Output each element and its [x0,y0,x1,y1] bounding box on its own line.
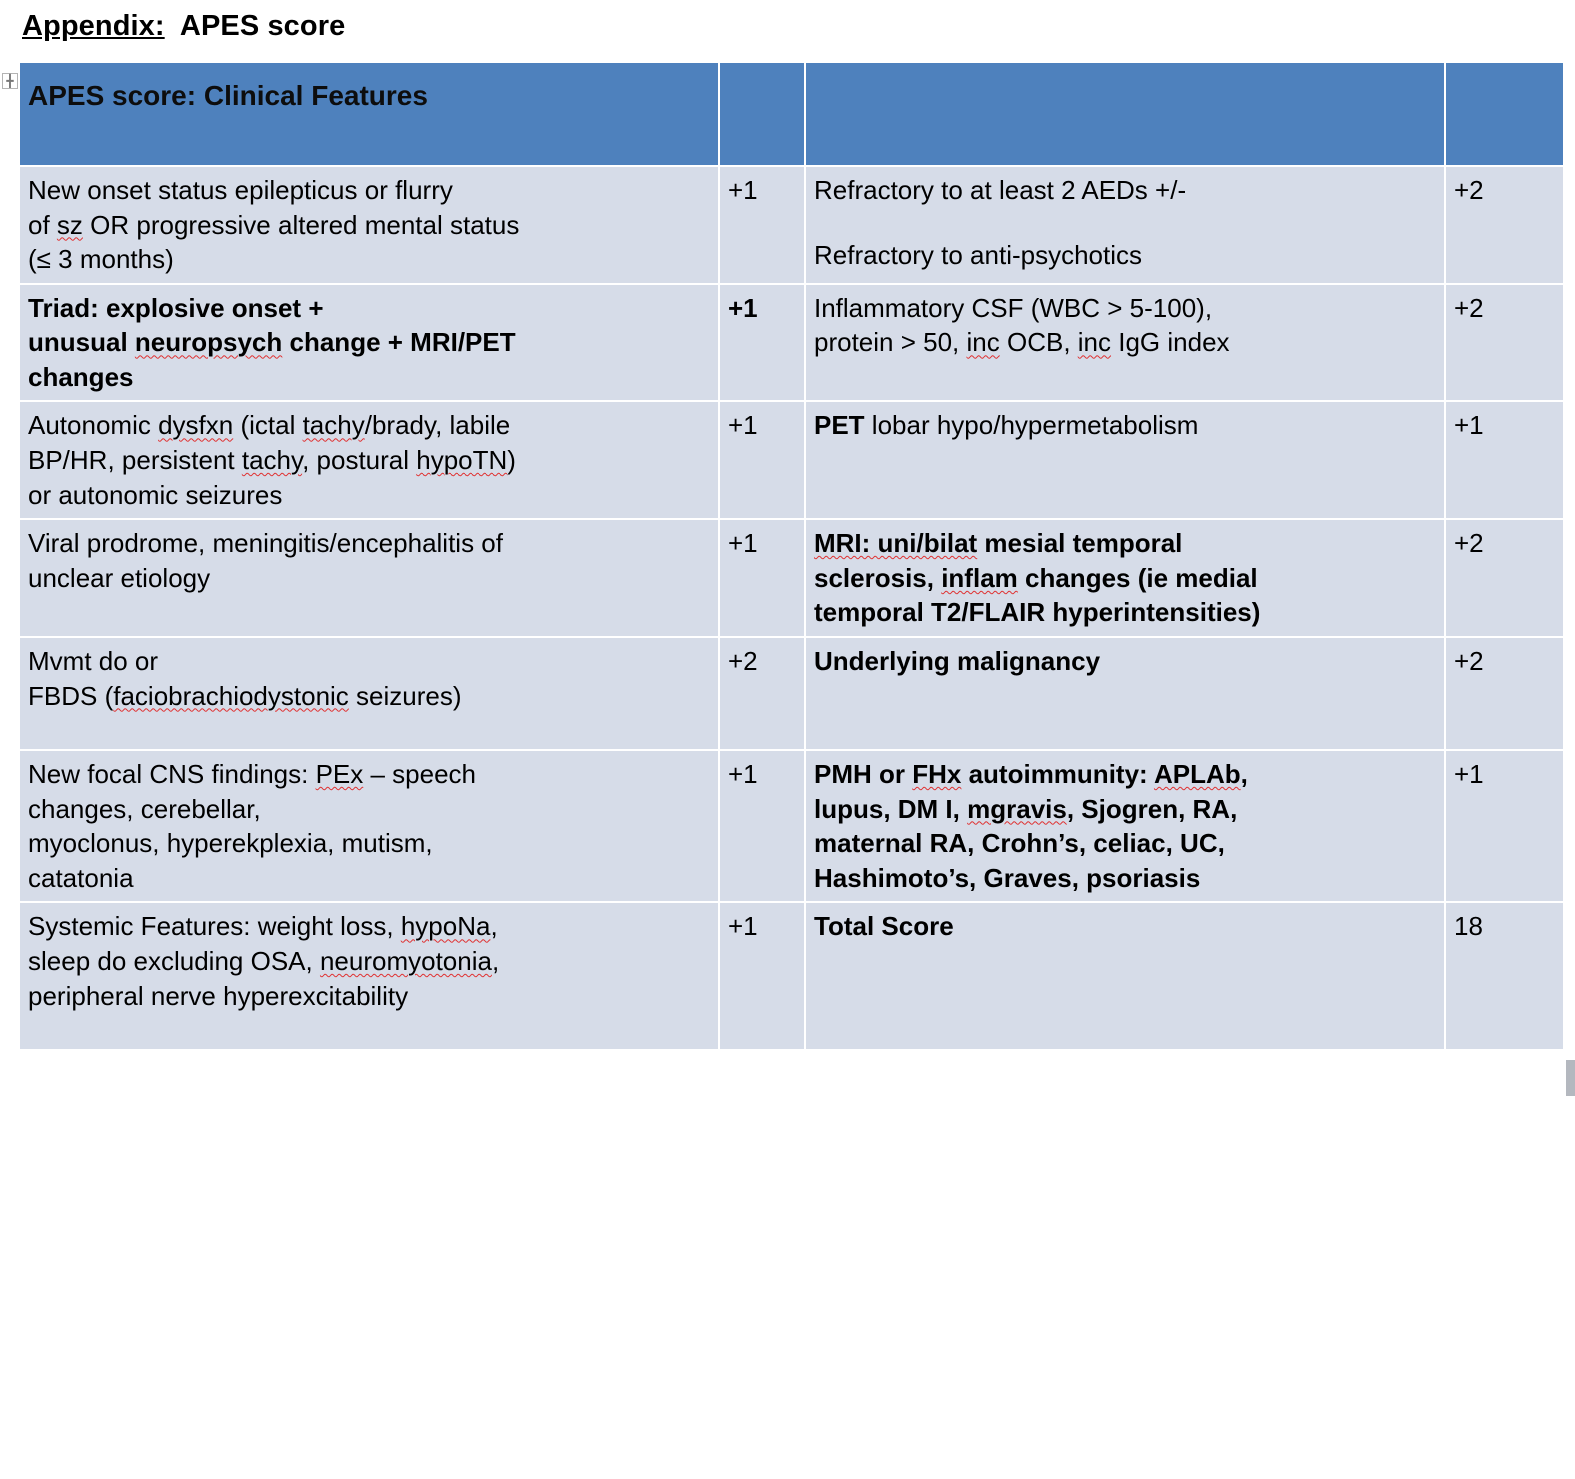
row5-left-line2a: FBDS ( [28,680,114,711]
row7-left-line1a: Systemic Features: weight loss, [28,911,401,942]
table-row [19,637,1564,750]
row7-left-line1c: , [490,911,498,942]
row5-left-points: +2 [719,637,805,750]
row3-left-line1e: /brady, labile [364,410,511,441]
row2-left-line2c: change + MRI/PET [282,327,516,358]
row1-left-points: +1 [719,166,805,284]
row7-left-line2b: neuromyotonia [319,945,492,976]
row2-right-line2e: IgG index [1111,327,1230,358]
row2-right-line2d: inc [1077,327,1112,358]
row2-right-line1: Inflammatory CSF (WBC > 5-100), [814,292,1213,323]
row3-right-line1b: lobar hypo/hypermetabolism [864,410,1199,441]
row7-total-score: 18 [1445,902,1564,1050]
row2-right-points: +2 [1445,284,1564,402]
row6-left-feature [19,750,719,902]
table-header-row [19,62,1564,166]
row6-right-line2b: mgravis [967,793,1067,824]
row1-right-spacer [814,208,1438,238]
row1-left-line2a: of [28,209,57,240]
row7-left-line2a: sleep do excluding OSA, [28,945,320,976]
selection-edge-marker [1566,1060,1575,1096]
row6-left-line2: changes, cerebellar, [28,793,261,824]
page-title-rest: APES score [164,10,346,42]
row2-right-feature [805,284,1445,402]
row5-left-spacer [28,713,712,743]
row6-left-line4: catatonia [28,862,134,893]
table-row-selected [19,750,1564,902]
row2-left-line1: Triad: explosive onset + [28,292,324,323]
row4-left-line1: Viral prodrome, meningitis/encephalitis of [28,528,503,559]
row6-left-line1c: – speech [363,759,476,790]
row5-left-feature [19,637,719,750]
row1-left-line3: (≤ 3 months) [28,244,174,275]
row3-left-points: +1 [719,401,805,519]
row3-left-line2c: , postural [302,445,417,476]
row5-right-feature: Underlying malignancy [805,637,1445,750]
row6-right-line3: maternal RA, Crohn’s, celiac, UC, [814,828,1225,859]
row4-right-line3: temporal T2/FLAIR hyperintensities) [814,597,1261,628]
page-title [0,0,1575,43]
row2-left-line2b: neuropsych [134,327,283,358]
row7-left-points: +1 [719,902,805,1050]
row3-left-line1c: (ictal [233,410,303,441]
table-row [19,401,1564,519]
row6-left-line1a: New focal CNS findings: [28,759,316,790]
row2-left-points: +1 [719,284,805,402]
row1-right-feature [805,166,1445,284]
row6-right-line1d: APLAb [1153,759,1241,790]
row6-right-line1c: autoimmunity: [961,759,1154,790]
row2-right-line2a: protein > 50, [814,327,967,358]
row4-right-line2a: sclerosis, [814,562,942,593]
row6-right-line1e: , [1240,759,1248,790]
row2-right-line2b: inc [966,327,1000,358]
table-move-handle[interactable]: ╋ [2,73,18,89]
table-row [19,902,1564,1050]
row6-right-line1b: FHx [912,759,962,790]
row1-right-points: +2 [1445,166,1564,284]
row3-left-line2e: ) [507,445,516,476]
row3-left-line2b: tachy [241,445,303,476]
row2-right-line2c: OCB, [999,327,1078,358]
row4-right-line2c: changes (ie medial [1017,562,1258,593]
row2-left-line3: changes [28,361,134,392]
row5-left-line1: Mvmt do or [28,645,159,676]
header-cell-points-right [1445,62,1564,166]
row3-right-points: +1 [1445,401,1564,519]
row6-left-line1b: PEx [315,759,364,790]
row6-right-line4: Hashimoto’s, Graves, psoriasis [814,862,1201,893]
table-row [19,284,1564,402]
row4-right-line2b: inflam [941,562,1018,593]
row1-left-line2c: OR progressive altered mental status [82,209,520,240]
row4-left-points: +1 [719,519,805,637]
row7-left-spacer [28,1013,712,1043]
row1-left-feature [19,166,719,284]
header-cell-points-left [719,62,805,166]
table-row [19,519,1564,637]
row3-left-line2d: hypoTN [416,445,508,476]
row4-right-line1b: mesial temporal [977,528,1183,559]
row3-left-line3: or autonomic seizures [28,479,283,510]
row4-left-line2: unclear etiology [28,562,211,593]
row2-left-line2a: unusual [28,327,135,358]
row5-right-points: +2 [1445,637,1564,750]
row1-right-line1: Refractory to at least 2 AEDs +/- [814,175,1187,205]
header-cell-features: APES score: Clinical Features [19,62,719,166]
row3-left-line1d: tachy [302,410,365,441]
row4-left-feature [19,519,719,637]
row3-left-line2a: BP/HR, persistent [28,445,242,476]
row3-left-line1a: Autonomic [28,410,159,441]
row6-right-line2c: , Sjogren, RA, [1066,793,1238,824]
row4-right-feature [805,519,1445,637]
row6-left-line3: myoclonus, hyperekplexia, mutism, [28,828,433,859]
row1-left-line2b: sz [56,209,83,240]
row5-left-line2b: faciobrachiodystonic [113,680,349,711]
row3-left-line1b: dysfxn [158,410,234,441]
table-row [19,166,1564,284]
row4-right-line1a: MRI: uni/bilat [814,528,978,559]
row7-left-line1b: hypoNa [400,911,491,942]
row6-right-feature [805,750,1445,902]
row7-right-feature: Total Score [805,902,1445,1050]
row6-left-points: +1 [719,750,805,902]
row6-right-points: +1 [1445,750,1564,902]
row7-left-line2c: , [491,945,500,976]
row4-right-points: +2 [1445,519,1564,637]
row1-left-line1: New onset status epilepticus or flurry [28,175,453,205]
page-title-label: Appendix: [22,10,165,42]
apes-score-table [18,61,1565,1051]
row6-right-line2a: lupus, DM I, [814,793,968,824]
row3-right-feature [805,401,1445,519]
row3-right-line1a: PET [814,410,865,441]
header-cell-blank [805,62,1445,166]
row1-right-line2: Refractory to anti-psychotics [814,239,1143,270]
row2-left-feature [19,284,719,402]
row6-right-line1a: PMH or [814,759,913,790]
row3-left-feature [19,401,719,519]
row7-left-line3: peripheral nerve hyperexcitability [28,980,409,1011]
row5-left-line2c: seizures) [348,680,462,711]
row7-left-feature [19,902,719,1050]
